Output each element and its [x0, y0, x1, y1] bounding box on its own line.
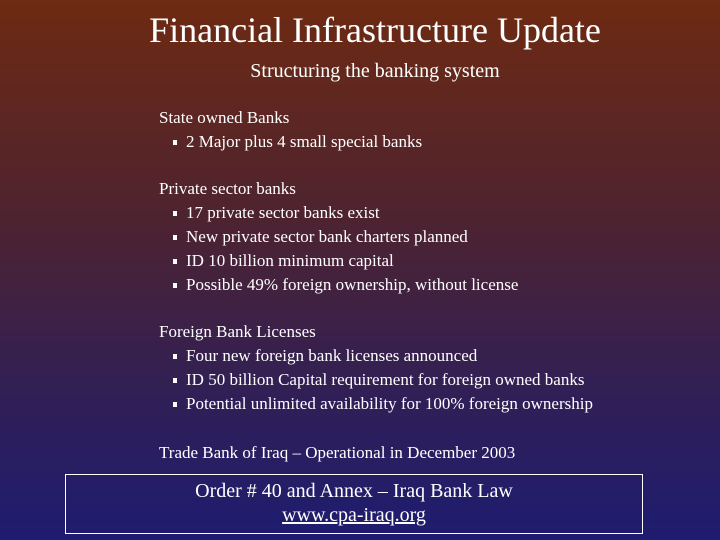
list-item-text: ID 10 billion minimum capital	[186, 251, 394, 270]
section-trade-bank	[159, 441, 515, 465]
section-heading: Foreign Bank Licenses	[159, 322, 316, 341]
square-bullet-icon	[173, 283, 177, 288]
list-item	[173, 392, 593, 416]
list-item-text: 17 private sector banks exist	[186, 203, 380, 222]
list-item	[173, 344, 593, 368]
footer-box	[65, 474, 643, 534]
slide-subtitle: Structuring the banking system	[250, 60, 500, 82]
section-heading: Private sector banks	[159, 179, 296, 198]
bullet-list	[159, 130, 422, 154]
square-bullet-icon	[173, 211, 177, 216]
square-bullet-icon	[173, 140, 177, 145]
list-item	[173, 201, 518, 225]
list-item	[173, 130, 422, 154]
list-item-text: Four new foreign bank licenses announced	[186, 346, 478, 365]
section-foreign-bank-licenses	[159, 320, 593, 416]
square-bullet-icon	[173, 235, 177, 240]
square-bullet-icon	[173, 259, 177, 264]
bullet-list	[159, 201, 518, 297]
list-item-text: New private sector bank charters planned	[186, 227, 468, 246]
section-heading: State owned Banks	[159, 108, 290, 127]
section-private-sector-banks	[159, 177, 518, 297]
list-item	[173, 225, 518, 249]
bullet-list	[159, 344, 593, 416]
square-bullet-icon	[173, 378, 177, 383]
list-item	[173, 273, 518, 297]
square-bullet-icon	[173, 402, 177, 407]
list-item-text: 2 Major plus 4 small special banks	[186, 132, 423, 151]
list-item-text: Possible 49% foreign ownership, without license	[186, 275, 519, 294]
list-item	[173, 249, 518, 273]
section-heading: Trade Bank of Iraq – Operational in December 2003	[159, 443, 516, 462]
list-item-text: Potential unlimited availability for 100% foreign ownership	[186, 394, 593, 413]
section-state-owned-banks	[159, 106, 422, 154]
square-bullet-icon	[173, 354, 177, 359]
slide-title: Financial Infrastructure Update	[149, 10, 601, 50]
list-item-text: ID 50 billion Capital requirement for foreign owned banks	[186, 370, 585, 389]
website-link[interactable]: www.cpa-iraq.org	[282, 504, 426, 526]
list-item	[173, 368, 593, 392]
footer-text: Order # 40 and Annex – Iraq Bank Law	[195, 480, 513, 502]
